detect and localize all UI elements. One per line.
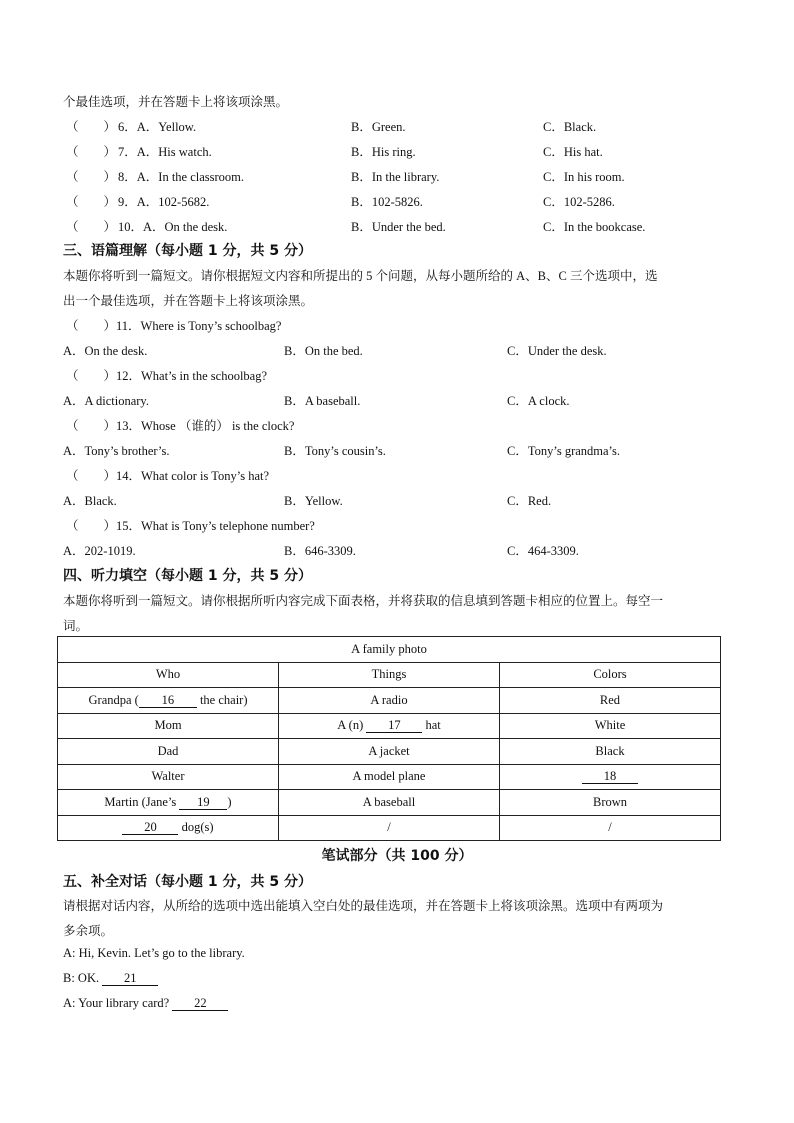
option-a: A．A dictionary. bbox=[63, 394, 149, 408]
answer-blank[interactable]: 21 bbox=[102, 972, 158, 986]
answer-paren: （ ） bbox=[66, 120, 117, 134]
cell-colors bbox=[500, 764, 721, 790]
option-b: B．On the bed. bbox=[284, 344, 363, 358]
answer-blank[interactable]: 16 bbox=[139, 694, 197, 708]
table-row bbox=[58, 790, 721, 816]
cell-text: dog(s) bbox=[181, 820, 214, 835]
dialogue-text: B: OK. bbox=[63, 971, 100, 985]
header-things: Things bbox=[279, 662, 500, 688]
cell-who: Dad bbox=[58, 739, 279, 765]
cell-colors: Brown bbox=[500, 790, 721, 816]
option-c: C．Black. bbox=[543, 120, 597, 134]
question-option-a: 10．A．On the desk. bbox=[118, 220, 228, 234]
cell-text: Grandpa ( bbox=[88, 692, 139, 707]
option-c: C．102-5286. bbox=[543, 195, 615, 209]
section4-instruction-line1: 本题你将听到一篇短文。请你根据所听内容完成下面表格，并将获取的信息填到答题卡相应的位置上。每空一 bbox=[63, 594, 664, 608]
cell-things: / bbox=[279, 815, 500, 841]
dialogue-line bbox=[63, 996, 228, 1011]
answer-paren: （ ） bbox=[66, 145, 117, 159]
cell-colors: White bbox=[500, 713, 721, 739]
question-stem: （ ）15．What is Tony’s telephone number? bbox=[66, 519, 315, 533]
option-c: C．His hat. bbox=[543, 145, 603, 159]
table-row bbox=[58, 688, 721, 714]
answer-blank[interactable]: 20 bbox=[122, 821, 178, 835]
option-b: B．His ring. bbox=[351, 145, 416, 159]
cell-text: the chair) bbox=[199, 692, 248, 707]
answer-paren: （ ） bbox=[66, 170, 117, 184]
option-b: B．A baseball. bbox=[284, 394, 361, 408]
cell-things: A baseball bbox=[279, 790, 500, 816]
cell-who bbox=[58, 815, 279, 841]
header-colors: Colors bbox=[500, 662, 721, 688]
option-b: B．In the library. bbox=[351, 170, 440, 184]
question-stem: （ ）11．Where is Tony’s schoolbag? bbox=[66, 319, 282, 333]
question-option-a: 6．A．Yellow. bbox=[118, 120, 197, 134]
section5-instruction-line1: 请根据对话内容，从所给的选项中选出能填入空白处的最佳选项，并在答题卡上将该项涂黑。选项中有两项为 bbox=[63, 899, 664, 913]
question-stem: （ ）13．Whose （谁的） is the clock? bbox=[66, 419, 295, 433]
cell-who: Mom bbox=[58, 713, 279, 739]
answer-blank[interactable]: 17 bbox=[366, 719, 422, 733]
question-option-a: 8．A．In the classroom. bbox=[118, 170, 245, 184]
cell-things: A radio bbox=[279, 688, 500, 714]
option-c: C．464-3309. bbox=[507, 544, 579, 558]
section3-instruction-line2: 出一个最佳选项，并在答题卡上将该项涂黑。 bbox=[63, 294, 314, 308]
option-a: A．202-1019. bbox=[63, 544, 136, 558]
family-photo-table bbox=[57, 636, 721, 841]
option-b: B．646-3309. bbox=[284, 544, 356, 558]
table-row bbox=[58, 713, 721, 739]
header-who: Who bbox=[58, 662, 279, 688]
cell-colors: Black bbox=[500, 739, 721, 765]
answer-blank[interactable]: 18 bbox=[582, 770, 638, 784]
section5-heading: 五、补全对话（每小题 1 分，共 5 分） bbox=[63, 874, 312, 890]
option-b: B．Tony’s cousin’s. bbox=[284, 444, 386, 458]
cell-who bbox=[58, 688, 279, 714]
question-option-a: 9．A．102-5682. bbox=[118, 195, 210, 209]
section4-instruction-line2: 词。 bbox=[63, 619, 89, 633]
question-stem: （ ）12．What’s in the schoolbag? bbox=[66, 369, 268, 383]
cell-things: A jacket bbox=[279, 739, 500, 765]
section3-instruction-line1: 本题你将听到一篇短文。请你根据短文内容和所提出的 5 个问题，从每小题所给的 A、B、C 三个选项中，选 bbox=[63, 269, 658, 283]
table-row bbox=[58, 815, 721, 841]
dialogue-line bbox=[63, 971, 158, 986]
table-title: A family photo bbox=[58, 637, 721, 663]
dialogue-text: A: Your library card? bbox=[63, 996, 170, 1010]
option-b: B．102-5826. bbox=[351, 195, 423, 209]
section4-heading: 四、听力填空（每小题 1 分，共 5 分） bbox=[63, 568, 312, 584]
option-c: C．A clock. bbox=[507, 394, 570, 408]
answer-blank[interactable]: 22 bbox=[172, 997, 228, 1011]
cell-things: A model plane bbox=[279, 764, 500, 790]
answer-blank[interactable]: 19 bbox=[179, 796, 227, 810]
table-row bbox=[58, 764, 721, 790]
option-c: C．Under the desk. bbox=[507, 344, 607, 358]
cell-things bbox=[279, 713, 500, 739]
option-a: A．Black. bbox=[63, 494, 117, 508]
option-a: A．Tony’s brother’s. bbox=[63, 444, 170, 458]
cell-who bbox=[58, 790, 279, 816]
option-a: A．On the desk. bbox=[63, 344, 148, 358]
option-c: C．In the bookcase. bbox=[543, 220, 646, 234]
cell-text: A (n) bbox=[337, 718, 364, 733]
table-row bbox=[58, 739, 721, 765]
instruction-tail: 个最佳选项，并在答题卡上将该项涂黑。 bbox=[63, 95, 289, 109]
cell-colors: Red bbox=[500, 688, 721, 714]
option-c: C．In his room. bbox=[543, 170, 625, 184]
option-b: B．Green. bbox=[351, 120, 406, 134]
written-part-heading: 笔试部分（共 100 分） bbox=[321, 848, 473, 864]
question-option-a: 7．A．His watch. bbox=[118, 145, 212, 159]
cell-text: hat bbox=[425, 718, 441, 733]
table-header-row bbox=[58, 662, 721, 688]
section5-instruction-line2: 多余项。 bbox=[63, 924, 114, 938]
option-b: B．Yellow. bbox=[284, 494, 343, 508]
question-stem: （ ）14．What color is Tony’s hat? bbox=[66, 469, 270, 483]
option-c: C．Tony’s grandma’s. bbox=[507, 444, 621, 458]
dialogue-line: A: Hi, Kevin. Let’s go to the library. bbox=[63, 946, 245, 960]
cell-text: Martin (Jane’s bbox=[104, 794, 177, 809]
cell-colors: / bbox=[500, 815, 721, 841]
answer-paren: （ ） bbox=[66, 195, 117, 209]
answer-paren: （ ） bbox=[66, 220, 117, 234]
cell-text: ) bbox=[227, 794, 232, 809]
cell-who: Walter bbox=[58, 764, 279, 790]
option-b: B．Under the bed. bbox=[351, 220, 446, 234]
section3-heading: 三、语篇理解（每小题 1 分，共 5 分） bbox=[63, 243, 312, 259]
option-c: C．Red. bbox=[507, 494, 552, 508]
